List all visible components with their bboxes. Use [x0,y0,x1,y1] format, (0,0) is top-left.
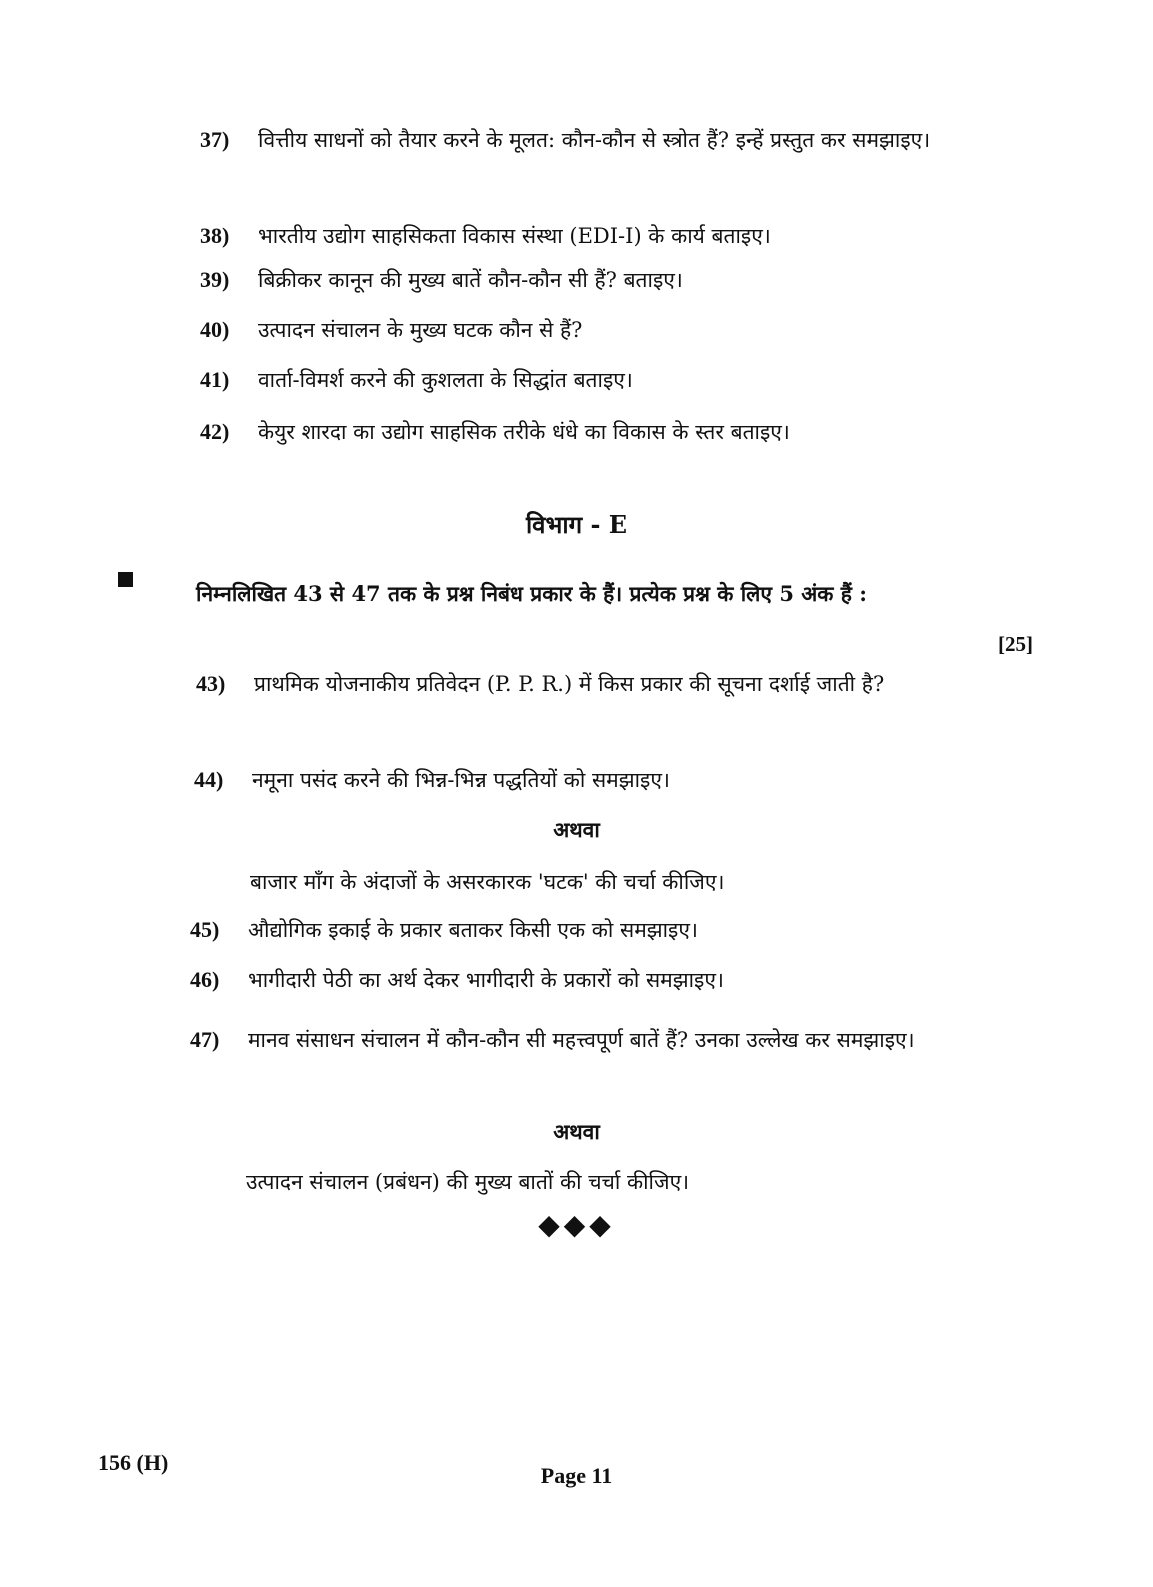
section-marks: [25] [998,632,1033,656]
question-39 [200,258,960,302]
question-text: वार्ता-विमर्श करने की कुशलता के सिद्धांत बताइए। [258,368,633,392]
question-text: नमूना पसंद करने की भिन्न-भिन्न पद्धतियों को समझाइए। [252,768,670,792]
section-instruction: निम्नलिखित 43 से 47 तक के प्रश्न निबंध प्रकार के हैं। प्रत्येक प्रश्न के लिए 5 अंक हैं : [196,581,867,606]
or-label: अथवा [553,1119,600,1144]
question-37 [200,118,960,162]
question-text: भारतीय उद्योग साहसिकता विकास संस्था (EDI-I) के कार्य बताइए। [258,224,771,248]
alternative-question-47: उत्पादन संचालन (प्रबंधन) की मुख्य बातों की चर्चा कीजिए। [246,1170,690,1194]
question-number: 46) [190,967,220,992]
question-41 [200,358,960,402]
alternative-question-44: बाजार माँग के अंदाजों के असरकारक 'घटक' की चर्चा कीजिए। [250,870,725,894]
square-bullet-icon [118,572,133,587]
question-43 [196,662,956,706]
or-label: अथवा [553,817,600,842]
paper-code: 156 (H) [98,1450,169,1475]
question-47 [190,1018,950,1062]
question-number: 45) [190,917,220,942]
section-title: विभाग - E [525,510,628,539]
question-45 [190,908,950,952]
question-number: 44) [194,767,224,792]
question-40 [200,308,960,352]
question-text: उत्पादन संचालन के मुख्य घटक कौन से हैं? [258,318,583,342]
question-number: 38) [200,223,230,248]
question-number: 41) [200,367,230,392]
question-38 [200,214,960,258]
question-46 [190,958,950,1002]
question-number: 37) [200,127,230,152]
question-text: वित्तीय साधनों को तैयार करने के मूलत: कौन-कौन से स्त्रोत हैं? इन्हें प्रस्तुत कर समझाइए। [258,128,931,152]
question-number: 40) [200,317,230,342]
question-42 [200,410,960,454]
question-text: प्राथमिक योजनाकीय प्रतिवेदन (P. P. R.) में किस प्रकार की सूचना दर्शाई जाती है? [254,672,885,696]
question-text: मानव संसाधन संचालन में कौन-कौन सी महत्त्वपूर्ण बातें हैं? उनका उल्लेख कर समझाइए। [248,1028,915,1052]
question-44 [194,758,954,802]
question-text: केयुर शारदा का उद्योग साहसिक तरीके धंधे का विकास के स्तर बताइए। [258,420,790,444]
diamond-ornament-icon: ◆◆◆ [538,1208,615,1241]
question-number: 39) [200,267,230,292]
question-text: भागीदारी पेठी का अर्थ देकर भागीदारी के प्रकारों को समझाइए। [248,968,724,992]
question-number: 42) [200,419,230,444]
question-number: 43) [196,671,226,696]
question-text: बिक्रीकर कानून की मुख्य बातें कौन-कौन सी हैं? बताइए। [258,268,683,292]
question-text: औद्योगिक इकाई के प्रकार बताकर किसी एक को समझाइए। [248,918,698,942]
question-number: 47) [190,1027,220,1052]
page-number: Page 11 [540,1463,613,1488]
